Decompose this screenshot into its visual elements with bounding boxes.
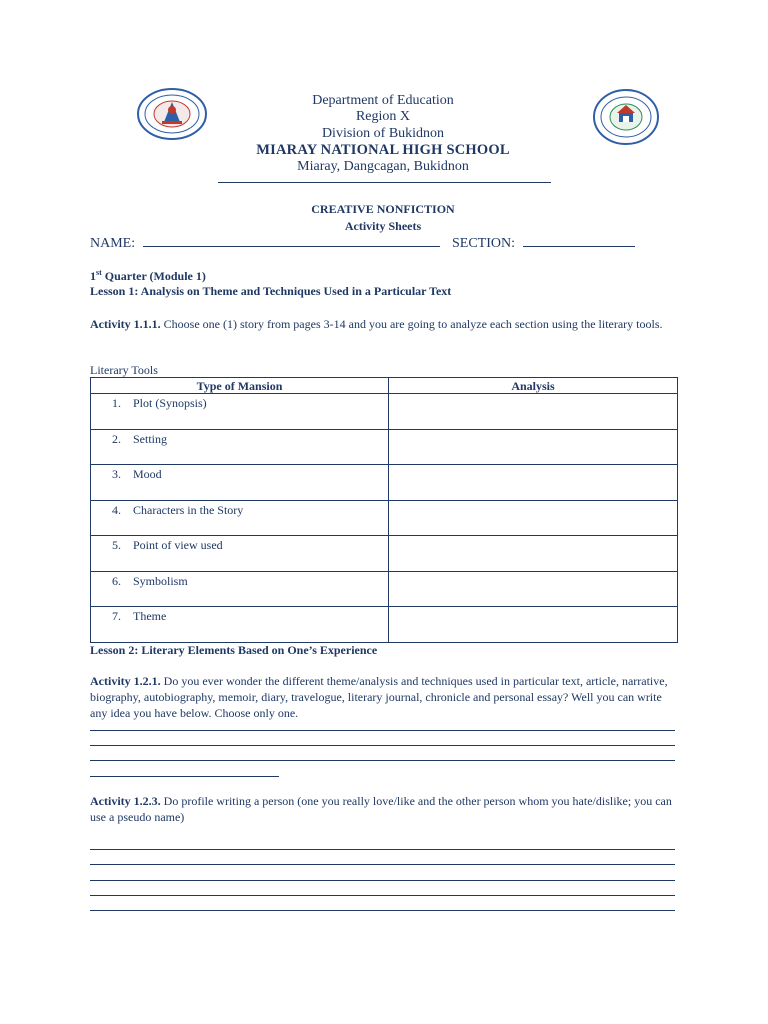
answer-line[interactable] <box>90 760 675 761</box>
analysis-cell[interactable] <box>389 536 678 572</box>
answer-line[interactable] <box>90 910 675 911</box>
analysis-cell[interactable] <box>389 571 678 607</box>
table-row <box>91 607 678 643</box>
answer-line[interactable] <box>90 730 675 731</box>
table-caption: Literary Tools <box>90 363 158 377</box>
sheet-title: Activity Sheets <box>344 219 422 233</box>
table-row <box>91 394 678 430</box>
section-input-line[interactable] <box>523 234 635 247</box>
department-name: Department of Education <box>312 93 454 108</box>
table-row <box>91 429 678 465</box>
row-number: 3. <box>112 467 121 481</box>
school-seal-icon <box>592 88 660 146</box>
literary-tool-cell <box>91 429 389 465</box>
answer-line[interactable] <box>90 849 675 850</box>
row-label: Theme <box>133 609 167 623</box>
lesson2-title: Lesson 2: Literary Elements Based on One’s Experience <box>90 643 378 657</box>
school-name: MIARAY NATIONAL HIGH SCHOOL <box>256 142 510 158</box>
table-row <box>91 571 678 607</box>
literary-tool-cell <box>91 394 389 430</box>
name-input-line[interactable] <box>143 234 440 247</box>
row-number: 2. <box>112 431 121 446</box>
subject-title: CREATIVE NONFICTION <box>311 202 455 216</box>
table-row <box>91 465 678 501</box>
school-address: Miaray, Dangcagan, Bukidnon <box>297 159 469 174</box>
analysis-cell[interactable] <box>389 394 678 430</box>
column-header-analysis: Analysis <box>389 378 678 394</box>
literary-tool-cell <box>91 536 389 572</box>
lesson1-title: Lesson 1: Analysis on Theme and Techniques Used in a Particular Text <box>90 284 452 298</box>
quarter-heading <box>90 268 206 284</box>
answer-line[interactable] <box>90 776 279 777</box>
literary-tools-table <box>90 377 678 643</box>
activity-1-1-1-label: Activity 1.1.1. <box>90 317 161 331</box>
division-name: Division of Bukidnon <box>321 126 445 141</box>
row-number: 5. <box>112 538 121 552</box>
row-label: Symbolism <box>133 573 188 588</box>
activity-1-1-1-text: Choose one (1) story from pages 3-14 and you are going to analyze each section using the literary tools. <box>160 317 663 331</box>
section-field-row <box>452 234 635 252</box>
analysis-cell[interactable] <box>389 500 678 536</box>
row-label: Characters in the Story <box>133 502 244 517</box>
literary-tool-cell <box>91 500 389 536</box>
header-divider <box>218 182 551 183</box>
activity-1-2-1-label: Activity 1.2.1. <box>90 674 161 688</box>
row-number: 1. <box>112 396 121 410</box>
row-number: 4. <box>112 502 121 517</box>
activity-1-2-3-text: Do profile writing a person (one you really love/like and the other person whom you hate/dislike; you can use a pseudo name) <box>90 794 672 824</box>
activity-1-2-3 <box>90 793 680 825</box>
deped-seal-icon <box>136 88 208 140</box>
answer-line[interactable] <box>90 880 675 881</box>
quarter-text: Quarter (Module 1) <box>101 269 206 283</box>
literary-tool-cell <box>91 571 389 607</box>
row-number: 7. <box>112 609 121 623</box>
analysis-cell[interactable] <box>389 607 678 643</box>
row-label: Plot (Synopsis) <box>133 396 207 410</box>
answer-line[interactable] <box>90 864 675 865</box>
literary-tool-cell <box>91 465 389 501</box>
section-label: SECTION: <box>452 236 515 251</box>
activity-1-2-1 <box>90 673 680 721</box>
activity-1-2-3-label: Activity 1.2.3. <box>90 794 161 808</box>
analysis-cell[interactable] <box>389 465 678 501</box>
answer-line[interactable] <box>90 895 675 896</box>
table-row <box>91 500 678 536</box>
column-header-type: Type of Mansion <box>91 378 389 394</box>
table-row <box>91 536 678 572</box>
activity-1-1-1 <box>90 316 680 332</box>
quarter-suffix: st <box>96 268 102 277</box>
literary-tool-cell <box>91 607 389 643</box>
row-label: Mood <box>133 467 162 481</box>
row-label: Setting <box>133 431 168 446</box>
name-field-row <box>90 234 440 252</box>
answer-line[interactable] <box>90 745 675 746</box>
activity-1-2-1-text: Do you ever wonder the different theme/analysis and techniques used in particular text, article, narrative, biography, autobiography, memoir, diary, travelogue, literary journal, chronicle and personal essay? Well you can write any idea you have below. Choose only one. <box>90 674 668 720</box>
table-header-row <box>91 378 678 394</box>
analysis-cell[interactable] <box>389 429 678 465</box>
region-name: Region X <box>355 109 411 124</box>
row-label: Point of view used <box>133 538 223 552</box>
name-label: NAME: <box>90 236 136 251</box>
row-number: 6. <box>112 573 121 588</box>
quarter-number: 1 <box>90 269 96 283</box>
